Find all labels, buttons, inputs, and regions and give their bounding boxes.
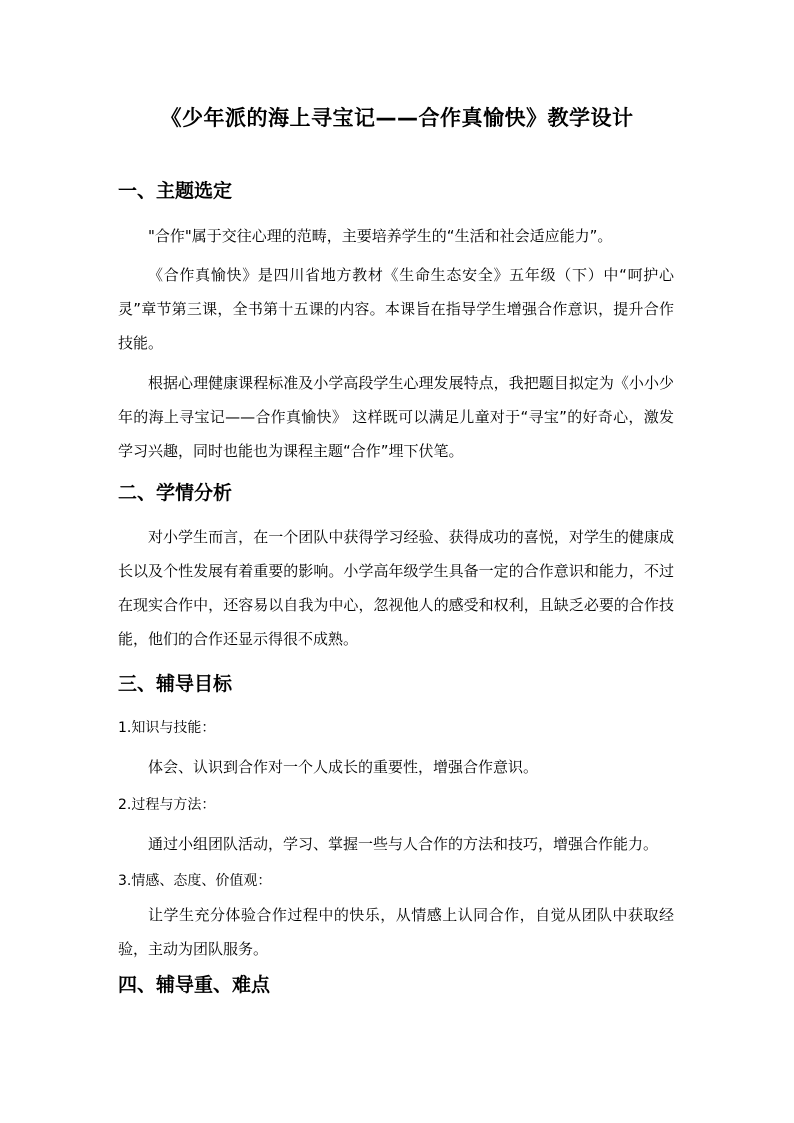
- paragraph-topic-2: 《合作真愉快》是四川省地方教材《生命生态安全》五年级（下）中“呵护心灵”章节第三课，全书第十五课的内容。本课旨在指导学生增强合作意识，提升合作技能。: [118, 266, 674, 352]
- section-heading-key-points: 四、辅导重、难点: [118, 974, 271, 996]
- document-title: 《少年派的海上寻宝记——合作真愉快》教学设计: [160, 106, 634, 130]
- goal-text-knowledge: 体会、认识到合作对一个人成长的重要性，增强合作意识。: [148, 758, 539, 776]
- section-heading-topic: 一、主题选定: [118, 180, 233, 202]
- paragraph-topic-3: 根据心理健康课程标准及小学高段学生心理发展特点，我把题目拟定为《小小少年的海上寻宝记——合作真愉快》 这样既可以满足儿童对于“寻宝”的好奇心，激发学习兴趣，同时也能也为课程主题“合作”埋下伏笔。: [118, 374, 674, 460]
- goal-text-emotion: 让学生充分体验合作过程中的快乐，从情感上认同合作，自觉从团队中获取经验，主动为团队服务。: [118, 906, 674, 958]
- goal-label-emotion: 3.情感、态度、价值观：: [118, 873, 272, 889]
- goal-label-process: 2.过程与方法：: [118, 797, 216, 813]
- paragraph-topic-1: "合作"属于交往心理的范畴，主要培养学生的“生活和社会适应能力”。: [148, 227, 613, 245]
- paragraph-analysis: 对小学生而言，在一个团队中获得学习经验、获得成功的喜悦，对学生的健康成长以及个性发展有着重要的影响。小学高年级学生具备一定的合作意识和能力，不过在现实合作中，还容易以自我为中心，忽视他人的感受和权利，且缺乏必要的合作技能，他们的合作还显示得很不成熟。: [118, 528, 674, 648]
- goal-label-knowledge: 1.知识与技能：: [118, 720, 216, 736]
- section-heading-goals: 三、辅导目标: [118, 673, 233, 695]
- goal-text-process: 通过小组团队活动，学习、掌握一些与人合作的方法和技巧，增强合作能力。: [148, 835, 659, 853]
- section-heading-analysis: 二、学情分析: [118, 482, 233, 504]
